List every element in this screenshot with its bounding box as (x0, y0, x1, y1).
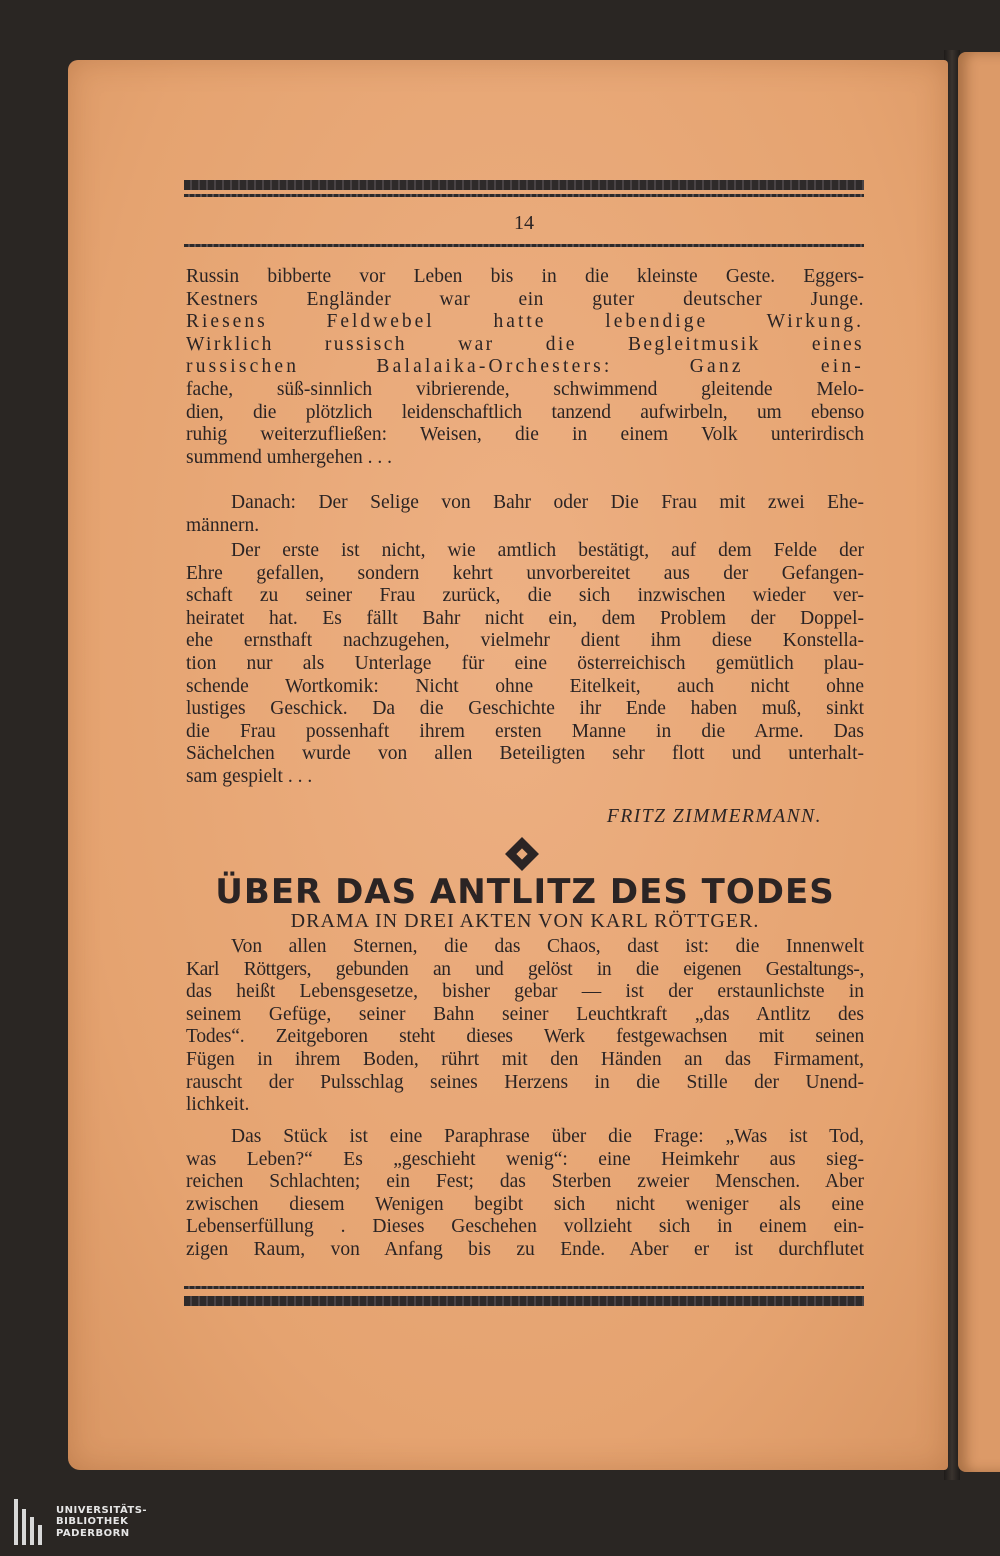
text-line: Kestners Engländer war ein guter deutscher Junge. (186, 288, 864, 310)
text-line: schaft zu seiner Frau zurück, die sich inzwischen wieder ver- (186, 585, 864, 607)
text-line: summend umhergehen . . . (186, 446, 392, 468)
header-rule-thin (184, 194, 864, 197)
text-line: was Leben?“ Es „geschieht wenig“: eine Heimkehr aus sieg- (186, 1148, 864, 1170)
header-rule-top (184, 180, 864, 190)
paragraph-danach (186, 492, 864, 537)
text-line: fache, süß-sinnlich vibrierende, schwimmend gleitende Melo- (186, 378, 864, 400)
author-signature: FRITZ ZIMMERMANN. (606, 806, 822, 827)
text-line: sam gespielt . . . (186, 765, 313, 787)
paragraph-der-erste (186, 540, 864, 789)
text-line: Fügen in ihrem Boden, rührt mit den Händen an das Firmament, (186, 1048, 864, 1070)
header-rule-bottom (184, 244, 864, 247)
page-number: 14 (514, 212, 534, 234)
library-logo-line: PADERBORN (56, 1527, 130, 1539)
text-line: heiratet hat. Es fällt Bahr nicht ein, dem Problem der Doppel- (186, 607, 864, 629)
text-line: zwischen diesem Wenigen begibt sich nicht weniger als eine (186, 1193, 864, 1215)
article-subheadline: DRAMA IN DREI AKTEN VON KARL RÖTTGER. (290, 910, 760, 932)
text-line: dien, die plötzlich leidenschaftlich tanzend aufwirbeln, um ebenso (186, 401, 864, 423)
text-line: Das Stück ist eine Paraphrase über die Frage: „Was ist Tod, (231, 1126, 864, 1147)
text-line: Lebenserfüllung . Dieses Geschehen vollzieht sich in einem ein- (186, 1216, 864, 1238)
text-line: die Frau possenhaft ihrem ersten Manne in die Arme. Das (186, 720, 864, 742)
text-line: tion nur als Unterlage für eine österreichisch gemütlich plau- (186, 652, 864, 674)
footer-rule-thick (184, 1296, 864, 1306)
text-line: zigen Raum, von Anfang bis zu Ende. Aber er ist durchflutet (186, 1238, 864, 1260)
text-line: rauscht der Pulsschlag seines Herzens in die Stille der Unend- (186, 1071, 864, 1093)
library-logo (14, 1498, 147, 1546)
text-line: ruhig weiterzufließen: Weisen, die in einem Volk unterirdisch (186, 424, 864, 446)
text-line: schende Wortkomik: Nicht ohne Eitelkeit, auch nicht ohne (186, 675, 864, 697)
text-line: russischen Balalaika-Orchesters: Ganz ein- (186, 356, 864, 378)
article-headline: ÜBER DAS ANTLITZ DES TODES (215, 872, 835, 912)
text-line: seinem Gefüge, seiner Bahn seiner Leuchtkraft „das Antlitz des (186, 1003, 864, 1025)
library-logo-text (56, 1505, 147, 1540)
text-line: Der erste ist nicht, wie amtlich bestätigt, auf dem Felde der (231, 540, 864, 561)
text-line: Ehre gefallen, sondern kehrt unvorbereitet aus der Gefangen- (186, 562, 864, 584)
text-line: lustiges Geschick. Da die Geschichte ihr Ende haben muß, sinkt (186, 698, 864, 720)
text-line: Von allen Sternen, die das Chaos, dast ist: die Innenwelt (231, 936, 864, 957)
footer-rule-thin (184, 1286, 864, 1289)
text-line: Riesens Feldwebel hatte lebendige Wirkung. (186, 311, 864, 333)
text-line: Russin bibberte vor Leben bis in die kleinste Geste. Eggers- (186, 266, 864, 287)
review-paragraph (186, 266, 864, 469)
text-line: Karl Röttgers, gebunden an und gelöst in die eigenen Gestaltungs-, (186, 958, 864, 980)
text-line: ehe ernsthaft nachzugehen, vielmehr dient ihm diese Konstella- (186, 630, 864, 652)
paragraph-das-stueck (186, 1126, 864, 1262)
text-line: reichen Schlachten; ein Fest; das Sterben zweier Menschen. Aber (186, 1171, 864, 1193)
text-line: Danach: Der Selige von Bahr oder Die Frau mit zwei Ehe- (231, 492, 864, 513)
text-line: lichkeit. (186, 1094, 250, 1116)
text-line: Todes“. Zeitgeboren steht dieses Werk festgewachsen mit seinen (186, 1026, 864, 1048)
text-line: Sächelchen wurde von allen Beteiligten sehr flott und unterhalt- (186, 743, 864, 765)
adjacent-page-edge (958, 52, 1000, 1472)
library-logo-icon (14, 1499, 48, 1545)
paragraph-von-allen-sternen (186, 936, 864, 1117)
text-line: männern. (186, 514, 260, 536)
library-logo-line: BIBLIOTHEK (56, 1516, 129, 1528)
library-logo-line: UNIVERSITÄTS- (56, 1504, 148, 1516)
text-line: Wirklich russisch war die Begleitmusik eines (186, 333, 864, 355)
text-line: das heißt Lebensgesetze, bisher gebar — ist der erstaunlichste in (186, 981, 864, 1003)
